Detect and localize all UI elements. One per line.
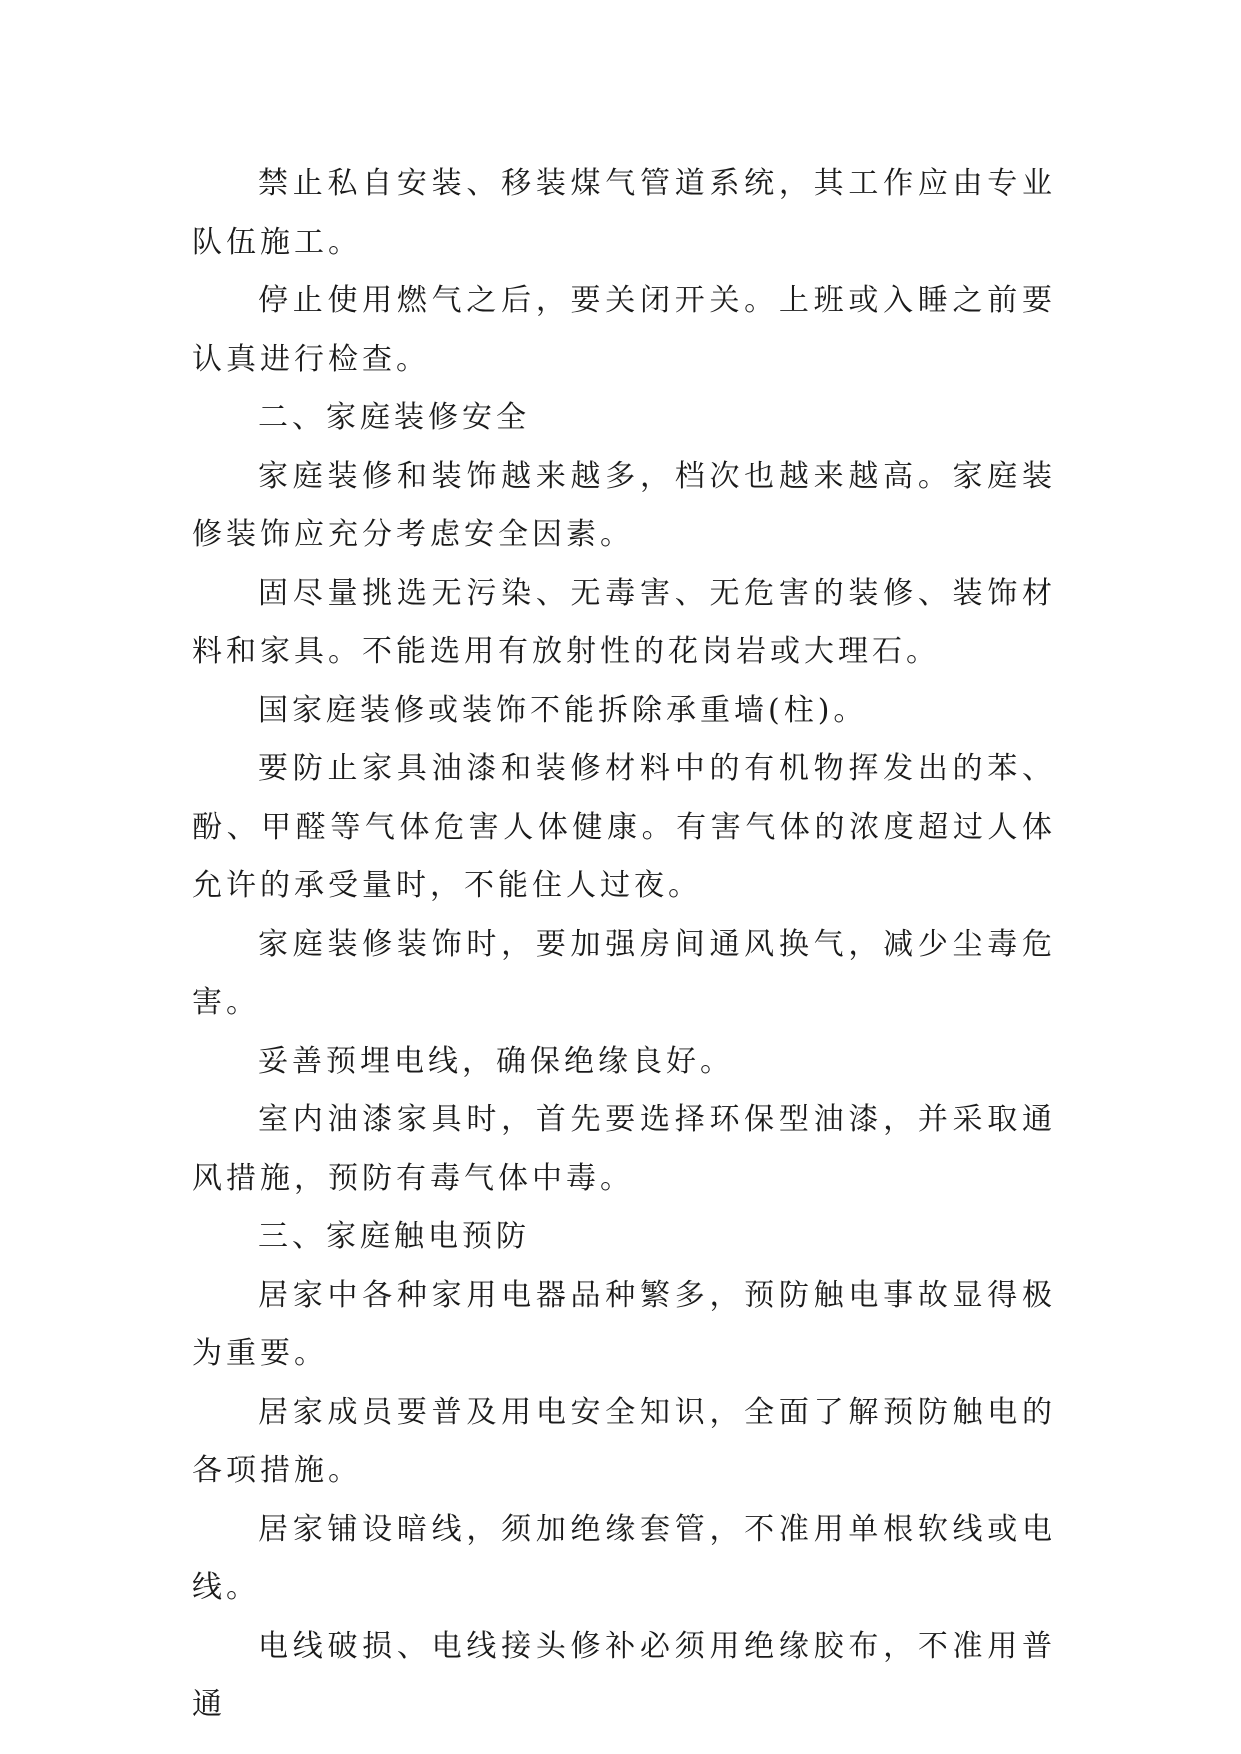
- paragraph-wire-repair: 电线破损、电线接头修补必须用绝缘胶布，不准用普通: [192, 1628, 1056, 1722]
- paragraph-safety-knowledge: 居家成员要普及用电安全知识，全面了解预防触电的各项措施。: [192, 1394, 1056, 1488]
- section-heading-electric-shock: 三、家庭触电预防: [258, 1219, 530, 1254]
- paragraph-ventilation: 家庭装修装饰时，要加强房间通风换气，减少尘毒危害。: [192, 926, 1056, 1020]
- document-body: [192, 155, 1056, 1735]
- paragraph-harmful-gas: 要防止家具油漆和装修材料中的有机物挥发出的苯、酚、甲醛等气体危害人体健康。有害气体的浓度超过人体允许的承受量时，不能住人过夜。: [192, 751, 1056, 903]
- paragraph-appliances: 居家中各种家用电器品种繁多，预防触电事故显得极为重要。: [192, 1277, 1056, 1371]
- paragraph-load-bearing-wall: 国家庭装修或装饰不能拆除承重墙(柱)。: [258, 692, 868, 728]
- paragraph-wiring: 妥善预埋电线，确保绝缘良好。: [258, 1043, 734, 1079]
- paragraph-gas-switch-off: 停止使用燃气之后，要关闭开关。上班或入睡之前要认真进行检查。: [192, 283, 1056, 377]
- paragraph-concealed-wiring: 居家铺设暗线，须加绝缘套管，不准用单根软线或电线。: [192, 1511, 1056, 1605]
- paragraph-paint: 室内油漆家具时，首先要选择环保型油漆，并采取通风措施，预防有毒气体中毒。: [192, 1102, 1056, 1196]
- paragraph-renovation-intro: 家庭装修和装饰越来越多，档次也越来越高。家庭装修装饰应充分考虑安全因素。: [192, 458, 1056, 552]
- section-heading-renovation: 二、家庭装修安全: [258, 400, 530, 435]
- paragraph-materials: 固尽量挑选无污染、无毒害、无危害的装修、装饰材料和家具。不能选用有放射性的花岗岩或大理石。: [192, 575, 1056, 669]
- paragraph-gas-pipe-install: 禁止私自安装、移装煤气管道系统，其工作应由专业队伍施工。: [192, 166, 1056, 260]
